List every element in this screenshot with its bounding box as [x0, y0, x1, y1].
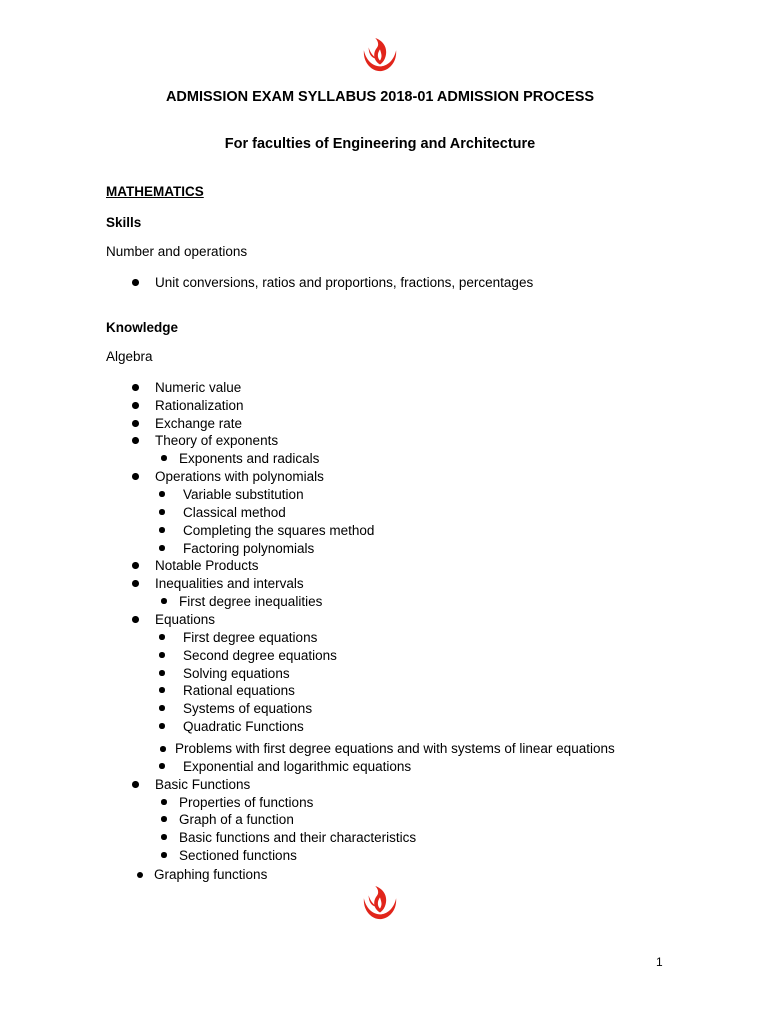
- sub-list-item: [0, 523, 768, 539]
- bullet-icon: [159, 634, 165, 640]
- bullet-icon: [132, 562, 139, 569]
- sub-list-item: [0, 848, 768, 864]
- list-item-label: Numeric value: [155, 380, 242, 395]
- bullet-icon: [132, 437, 139, 444]
- page-number: 1: [656, 955, 663, 969]
- bullet-icon: [159, 491, 165, 497]
- list-item-label: Equations: [155, 612, 216, 627]
- sub-list-item-label: Problems with first degree equations and with systems of linear equations: [175, 741, 615, 756]
- sub-list-item-label: Factoring polynomials: [183, 541, 315, 556]
- bullet-icon: [159, 687, 165, 693]
- knowledge-heading: Knowledge: [106, 320, 179, 335]
- knowledge-topic: Algebra: [106, 349, 153, 364]
- sub-list-item: [0, 666, 768, 682]
- sub-list-item-label: Properties of functions: [179, 795, 314, 810]
- list-item: [0, 275, 768, 291]
- university-logo-icon: [361, 37, 399, 73]
- list-item: [0, 576, 768, 592]
- document-title: ADMISSION EXAM SYLLABUS 2018-01 ADMISSION PROCESS: [165, 89, 595, 105]
- bullet-icon: [132, 420, 139, 427]
- list-item-label: Exchange rate: [155, 416, 243, 431]
- bullet-icon: [161, 799, 167, 805]
- bullet-icon: [132, 384, 139, 391]
- bullet-icon: [132, 616, 139, 623]
- sub-list-item: [0, 812, 768, 828]
- bullet-icon: [161, 455, 167, 461]
- sub-list-item: [0, 541, 768, 557]
- list-item: [0, 558, 768, 574]
- bullet-icon: [132, 580, 139, 587]
- sub-list-item: [0, 701, 768, 717]
- sub-list-item-label: Classical method: [183, 505, 286, 520]
- list-item: [0, 433, 768, 449]
- bullet-icon: [159, 723, 165, 729]
- list-item: [0, 398, 768, 414]
- sub-list-item-label: Variable substitution: [183, 487, 304, 502]
- bullet-icon: [161, 852, 167, 858]
- sub-list-item-label: Completing the squares method: [183, 523, 375, 538]
- bullet-icon: [159, 509, 165, 515]
- sub-list-item-label: Systems of equations: [183, 701, 313, 716]
- sub-list-item-label: Exponents and radicals: [179, 451, 320, 466]
- bullet-icon: [161, 834, 167, 840]
- sub-list-item: [0, 830, 768, 846]
- list-item: [0, 612, 768, 628]
- bullet-icon: [159, 652, 165, 658]
- list-item-label: Theory of exponents: [155, 433, 279, 448]
- list-item: [0, 867, 768, 883]
- list-item: [0, 416, 768, 432]
- bullet-icon: [161, 816, 167, 822]
- sub-list-item: [0, 719, 768, 735]
- sub-list-item-label: Second degree equations: [183, 648, 337, 663]
- list-item-label: Inequalities and intervals: [155, 576, 304, 591]
- sub-list-item: [0, 795, 768, 811]
- sub-list-item-label: Basic functions and their characteristics: [179, 830, 417, 845]
- sub-list-item: [0, 594, 768, 610]
- bullet-icon: [132, 781, 139, 788]
- sub-list-item: [0, 648, 768, 664]
- list-item-label: Unit conversions, ratios and proportions, fractions, percentages: [155, 275, 534, 290]
- list-item-label: Graphing functions: [154, 867, 268, 882]
- university-logo-icon: [361, 885, 399, 921]
- sub-list-item: [0, 683, 768, 699]
- sub-list-item-label: Graph of a function: [179, 812, 294, 827]
- list-item-label: Rationalization: [155, 398, 244, 413]
- bullet-icon: [159, 545, 165, 551]
- sub-list-item-label: Rational equations: [183, 683, 295, 698]
- sub-list-item: [0, 741, 768, 757]
- bullet-icon: [132, 279, 139, 286]
- bullet-icon: [161, 598, 167, 604]
- list-item-label: Notable Products: [155, 558, 259, 573]
- list-item: [0, 469, 768, 485]
- sub-list-item: [0, 505, 768, 521]
- bullet-icon: [132, 402, 139, 409]
- list-item: [0, 777, 768, 793]
- document-subtitle: For faculties of Engineering and Architecture: [224, 136, 536, 152]
- bullet-icon: [159, 670, 165, 676]
- sub-list-item-label: Solving equations: [183, 666, 290, 681]
- sub-list-item: [0, 759, 768, 775]
- skills-topic: Number and operations: [106, 244, 248, 259]
- bullet-icon: [132, 473, 139, 480]
- list-item-label: Operations with polynomials: [155, 469, 324, 484]
- sub-list-item: [0, 487, 768, 503]
- sub-list-item: [0, 451, 768, 467]
- sub-list-item-label: Sectioned functions: [179, 848, 297, 863]
- bullet-icon: [159, 527, 165, 533]
- list-item-label: Basic Functions: [155, 777, 251, 792]
- bullet-icon: [159, 705, 165, 711]
- sub-list-item-label: Quadratic Functions: [183, 719, 304, 734]
- sub-list-item-label: Exponential and logarithmic equations: [183, 759, 412, 774]
- bullet-icon: [137, 872, 143, 878]
- bullet-icon: [160, 746, 166, 752]
- list-item: [0, 380, 768, 396]
- section-heading: MATHEMATICS: [106, 184, 204, 199]
- bullet-icon: [159, 763, 165, 769]
- sub-list-item-label: First degree inequalities: [179, 594, 323, 609]
- skills-heading: Skills: [106, 215, 142, 230]
- sub-list-item-label: First degree equations: [183, 630, 318, 645]
- sub-list-item: [0, 630, 768, 646]
